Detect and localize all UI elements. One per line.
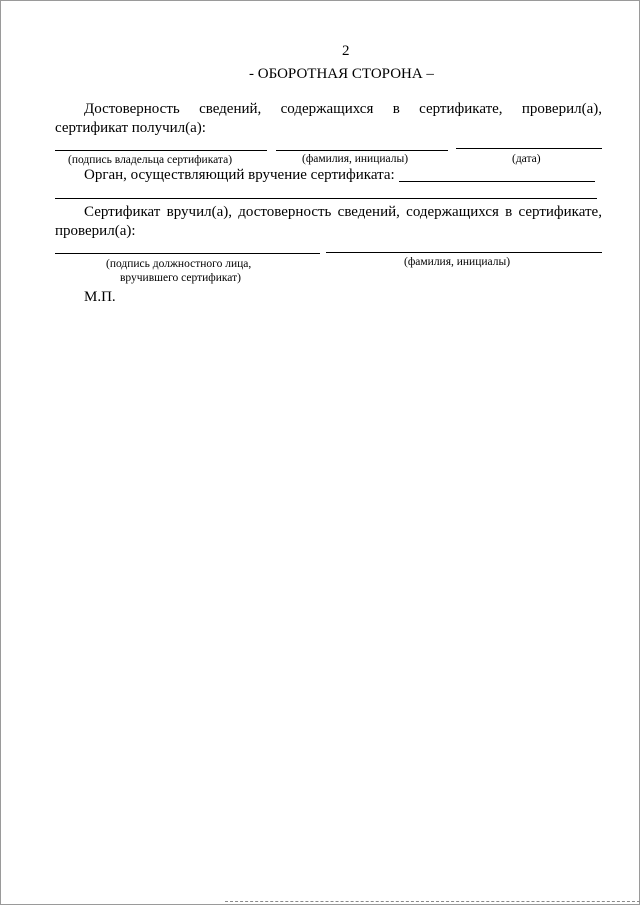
section1-word: в [392,101,400,117]
official-signature-line [55,253,320,254]
owner-signature-line [55,150,267,151]
section3-word: Сертификат [84,204,161,220]
owner-name-line [276,150,448,151]
caption-official-signature-1: (подпись должностного лица, [106,258,252,270]
issuing-body-line-2 [55,198,597,199]
section3-word: сертификате, [518,204,602,220]
caption-date: (дата) [512,153,541,165]
section3-word: достоверность [238,204,332,220]
section3-line1 [84,203,602,221]
section3-line2: проверил(а): [55,223,136,239]
caption-official-name: (фамилия, инициалы) [404,256,511,268]
page-number: 2 [342,43,350,59]
scan-edge-line [225,901,640,902]
caption-owner-signature: (подпись владельца сертификата) [68,154,233,166]
section1-word: проверил(а), [521,101,602,117]
date-line [456,148,602,149]
section3-word: содержащихся [406,204,499,220]
section1-line2: сертификат получил(а): [55,120,206,136]
caption-official-signature-2: вручившего сертификат) [120,272,241,284]
section3-word: вручил(а), [166,204,232,220]
page-heading: - ОБОРОТНАЯ СТОРОНА – [249,66,434,82]
section1-word: сертификате, [419,101,503,117]
section1-word: сведений, [199,101,262,117]
official-name-line [326,252,602,253]
section3-word: в [505,204,513,220]
stamp-place-label: М.П. [84,289,116,305]
section3-word: сведений, [337,204,400,220]
caption-owner-name: (фамилия, инициалы) [302,153,409,165]
section1-word: содержащихся [280,101,374,117]
section1-line1 [84,100,602,118]
issuing-body-line-1 [399,181,595,182]
section1-word: Достоверность [84,101,180,117]
issuing-body-label: Орган, осуществляющий вручение сертификата: [84,167,395,183]
